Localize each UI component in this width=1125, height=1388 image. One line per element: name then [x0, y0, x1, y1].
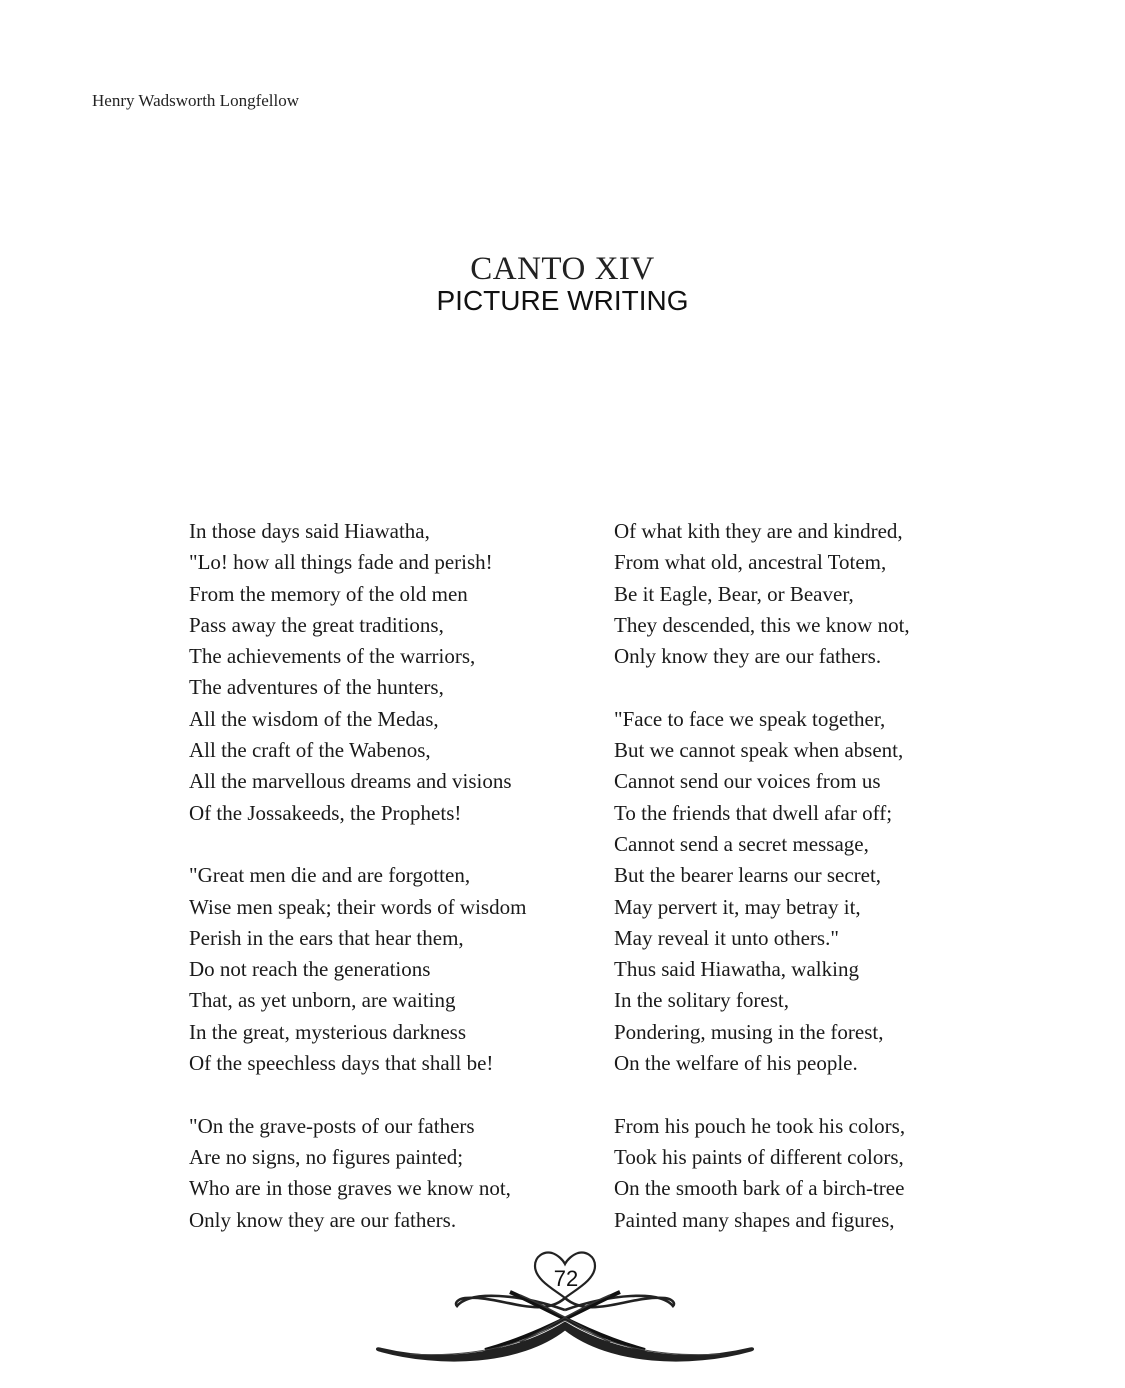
- poem-line: May reveal it unto others.": [614, 925, 839, 950]
- poem-line: But the bearer learns our secret,: [614, 863, 882, 888]
- poem-column-right: [614, 516, 910, 1236]
- poem-line: From what old, ancestral Totem,: [614, 550, 887, 575]
- stanza-break: [614, 1079, 910, 1110]
- poem-line: Perish in the ears that hear them,: [189, 925, 464, 950]
- poem-line: Wise men speak; their words of wisdom: [189, 894, 527, 919]
- poem-line: Only know they are our fathers.: [189, 1207, 457, 1232]
- poem-line: On the welfare of his people.: [614, 1051, 858, 1076]
- stanza-break: [614, 672, 910, 703]
- poem-line: Only know they are our fathers.: [614, 644, 882, 669]
- poem-line: Of the Jossakeeds, the Prophets!: [189, 800, 462, 825]
- poem-column-left: [189, 516, 526, 1236]
- poem-line: Of the speechless days that shall be!: [189, 1051, 494, 1076]
- poem-line: Cannot send our voices from us: [614, 769, 881, 794]
- stanza-break: [189, 1079, 526, 1110]
- poem-line: All the marvellous dreams and visions: [189, 769, 512, 794]
- poem-line: May pervert it, may betray it,: [614, 894, 861, 919]
- poem-line: Do not reach the generations: [189, 957, 431, 982]
- poem-line: On the smooth bark of a birch-tree: [614, 1176, 905, 1201]
- poem-line: The achievements of the warriors,: [189, 644, 476, 669]
- poem-line: Painted many shapes and figures,: [614, 1207, 895, 1232]
- poem-line: In those days said Hiawatha,: [189, 519, 430, 543]
- poem-line: Pass away the great traditions,: [189, 612, 444, 637]
- poem-line: But we cannot speak when absent,: [614, 738, 904, 763]
- poem-line: "On the grave-posts of our fathers: [189, 1113, 475, 1138]
- poem-line: Are no signs, no figures painted;: [189, 1144, 464, 1169]
- poem-line: Pondering, musing in the forest,: [614, 1019, 884, 1044]
- chapter-title-block: [0, 252, 1125, 318]
- running-head-author: Henry Wadsworth Longfellow: [92, 91, 299, 110]
- poem-line: All the wisdom of the Medas,: [189, 706, 439, 731]
- poem-line: To the friends that dwell afar off;: [614, 800, 893, 825]
- poem-line: Thus said Hiawatha, walking: [614, 957, 859, 982]
- poem-line: They descended, this we know not,: [614, 612, 910, 637]
- poem-line: The adventures of the hunters,: [189, 675, 444, 700]
- poem-line: All the craft of the Wabenos,: [189, 738, 431, 763]
- poem-line: That, as yet unborn, are waiting: [189, 988, 456, 1013]
- stanza-break: [189, 829, 526, 860]
- poem-line: Be it Eagle, Bear, or Beaver,: [614, 581, 854, 606]
- poem-line: Who are in those graves we know not,: [189, 1176, 511, 1201]
- poem-line: Of what kith they are and kindred,: [614, 519, 903, 543]
- canto-number: CANTO XIV: [470, 251, 655, 287]
- poem-line: Took his paints of different colors,: [614, 1144, 904, 1169]
- poem-line: "Lo! how all things fade and perish!: [189, 550, 493, 575]
- poem-line: "Face to face we speak together,: [614, 706, 886, 731]
- poem-line: From the memory of the old men: [189, 581, 468, 606]
- page-number: 72: [553, 1266, 579, 1291]
- canto-title: PICTURE WRITING: [436, 285, 689, 316]
- poem-line: In the great, mysterious darkness: [189, 1019, 467, 1044]
- poem-line: From his pouch he took his colors,: [614, 1113, 906, 1138]
- poem-line: In the solitary forest,: [614, 988, 789, 1013]
- poem-line: "Great men die and are forgotten,: [189, 863, 471, 888]
- poem-line: Cannot send a secret message,: [614, 831, 869, 856]
